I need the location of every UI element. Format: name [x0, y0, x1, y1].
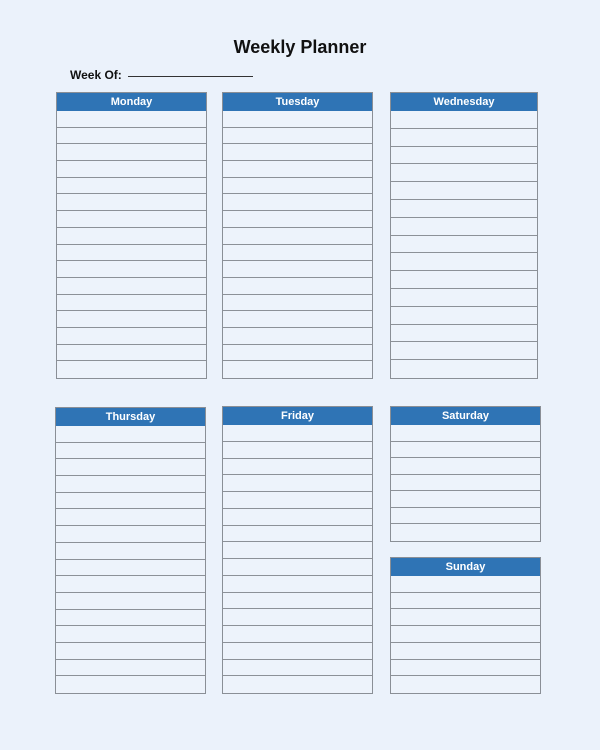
planner-line[interactable] — [56, 610, 205, 627]
planner-line[interactable] — [391, 660, 540, 677]
planner-line[interactable] — [57, 128, 206, 145]
planner-line[interactable] — [391, 425, 540, 442]
planner-line[interactable] — [391, 342, 537, 360]
planner-line[interactable] — [57, 345, 206, 362]
day-header-monday: Monday — [57, 93, 206, 111]
planner-line[interactable] — [223, 626, 372, 643]
planner-line[interactable] — [223, 492, 372, 509]
planner-line[interactable] — [391, 676, 540, 693]
day-lines-tuesday[interactable] — [223, 111, 372, 378]
planner-line[interactable] — [391, 236, 537, 254]
week-of-input-line[interactable] — [128, 76, 253, 77]
day-monday — [56, 92, 207, 379]
planner-line[interactable] — [57, 144, 206, 161]
planner-line[interactable] — [57, 245, 206, 262]
planner-line[interactable] — [57, 328, 206, 345]
planner-line[interactable] — [57, 194, 206, 211]
planner-line[interactable] — [391, 442, 540, 459]
planner-line[interactable] — [391, 164, 537, 182]
planner-line[interactable] — [57, 178, 206, 195]
planner-line[interactable] — [223, 442, 372, 459]
planner-line[interactable] — [391, 643, 540, 660]
planner-line[interactable] — [391, 200, 537, 218]
planner-line[interactable] — [56, 576, 205, 593]
planner-line[interactable] — [391, 458, 540, 475]
planner-line[interactable] — [391, 609, 540, 626]
day-friday — [222, 406, 373, 694]
day-lines-sunday[interactable] — [391, 576, 540, 693]
day-header-friday: Friday — [223, 407, 372, 425]
planner-line[interactable] — [391, 129, 537, 147]
planner-line[interactable] — [391, 253, 537, 271]
planner-line[interactable] — [56, 643, 205, 660]
planner-line[interactable] — [223, 345, 372, 362]
planner-line[interactable] — [223, 609, 372, 626]
planner-line[interactable] — [391, 147, 537, 165]
planner-line[interactable] — [56, 560, 205, 577]
planner-line[interactable] — [56, 526, 205, 543]
planner-line[interactable] — [56, 426, 205, 443]
planner-line[interactable] — [57, 111, 206, 128]
planner-line[interactable] — [56, 509, 205, 526]
planner-line[interactable] — [391, 626, 540, 643]
planner-line[interactable] — [57, 211, 206, 228]
planner-line[interactable] — [223, 194, 372, 211]
planner-line[interactable] — [223, 475, 372, 492]
day-header-sunday: Sunday — [391, 558, 540, 576]
planner-line[interactable] — [56, 676, 205, 693]
planner-line[interactable] — [391, 289, 537, 307]
planner-line[interactable] — [56, 626, 205, 643]
planner-line[interactable] — [391, 307, 537, 325]
planner-line[interactable] — [57, 295, 206, 312]
day-header-thursday: Thursday — [56, 408, 205, 426]
planner-line[interactable] — [56, 443, 205, 460]
planner-line[interactable] — [391, 508, 540, 525]
planner-line[interactable] — [56, 543, 205, 560]
planner-line[interactable] — [223, 178, 372, 195]
planner-line[interactable] — [223, 576, 372, 593]
day-lines-wednesday[interactable] — [391, 111, 537, 378]
planner-line[interactable] — [223, 676, 372, 693]
day-thursday — [55, 407, 206, 694]
planner-line[interactable] — [57, 311, 206, 328]
planner-line[interactable] — [391, 524, 540, 541]
planner-line[interactable] — [56, 459, 205, 476]
page-title: Weekly Planner — [233, 37, 367, 57]
planner-line[interactable] — [223, 542, 372, 559]
week-of-label: Week Of: — [70, 68, 122, 82]
planner-line[interactable] — [57, 228, 206, 245]
planner-line[interactable] — [223, 278, 372, 295]
planner-line[interactable] — [391, 111, 537, 129]
planner-line[interactable] — [223, 593, 372, 610]
day-sunday — [390, 557, 541, 694]
planner-line[interactable] — [223, 425, 372, 442]
planner-line[interactable] — [56, 476, 205, 493]
planner-line[interactable] — [391, 475, 540, 492]
planner-line[interactable] — [223, 509, 372, 526]
planner-line[interactable] — [57, 261, 206, 278]
planner-line[interactable] — [223, 328, 372, 345]
planner-line[interactable] — [57, 278, 206, 295]
day-lines-saturday[interactable] — [391, 425, 540, 541]
day-header-wednesday: Wednesday — [391, 93, 537, 111]
planner-line[interactable] — [391, 218, 537, 236]
planner-line[interactable] — [223, 261, 372, 278]
planner-line[interactable] — [223, 643, 372, 660]
planner-line[interactable] — [223, 526, 372, 543]
planner-line[interactable] — [57, 161, 206, 178]
planner-line[interactable] — [391, 325, 537, 343]
planner-line[interactable] — [223, 161, 372, 178]
planner-line[interactable] — [223, 295, 372, 312]
planner-line[interactable] — [223, 361, 372, 378]
day-lines-friday[interactable] — [223, 425, 372, 693]
day-saturday — [390, 406, 541, 542]
planner-line[interactable] — [56, 660, 205, 677]
planner-line[interactable] — [223, 459, 372, 476]
planner-line[interactable] — [56, 493, 205, 510]
day-lines-thursday[interactable] — [56, 426, 205, 693]
planner-line[interactable] — [223, 111, 372, 128]
planner-line[interactable] — [223, 211, 372, 228]
planner-line[interactable] — [57, 361, 206, 378]
planner-line[interactable] — [223, 128, 372, 145]
planner-line[interactable] — [223, 660, 372, 677]
planner-line[interactable] — [391, 271, 537, 289]
day-lines-monday[interactable] — [57, 111, 206, 378]
day-tuesday — [222, 92, 373, 379]
planner-line[interactable] — [223, 559, 372, 576]
planner-line[interactable] — [223, 311, 372, 328]
planner-line[interactable] — [391, 576, 540, 593]
planner-line[interactable] — [56, 593, 205, 610]
day-header-saturday: Saturday — [391, 407, 540, 425]
day-header-tuesday: Tuesday — [223, 93, 372, 111]
planner-line[interactable] — [391, 491, 540, 508]
planner-line[interactable] — [391, 360, 537, 378]
planner-line[interactable] — [223, 228, 372, 245]
day-wednesday — [390, 92, 538, 379]
planner-line[interactable] — [223, 144, 372, 161]
planner-line[interactable] — [391, 593, 540, 610]
planner-line[interactable] — [223, 245, 372, 262]
planner-line[interactable] — [391, 182, 537, 200]
